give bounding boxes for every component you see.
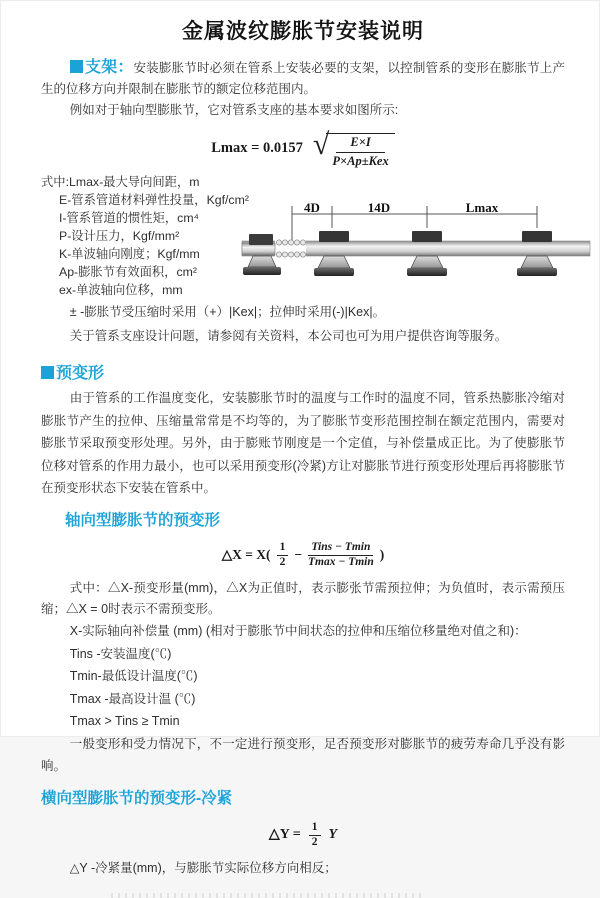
fraction-numerator: E×I xyxy=(336,135,384,153)
one-half-fraction: $\frac{1}{2}$ xyxy=(277,541,289,569)
axial-formula xyxy=(41,541,565,569)
axial-note: Tmax -最高设计温 (℃) xyxy=(69,691,196,706)
support-intro-paragraph xyxy=(41,57,565,100)
lmax-formula xyxy=(41,130,565,166)
formula-lhs: Lmax = 0.0157 xyxy=(211,139,303,156)
definition-item: I-管系管道的惯性矩，cm⁴ xyxy=(59,211,199,226)
section-bullet-icon xyxy=(70,60,83,73)
predeform-heading-label: 预变形 xyxy=(56,365,105,383)
lateral-section-heading: 横向型膨胀节的预变形-冷紧 xyxy=(41,789,233,807)
axial-note: X-实际轴向补偿量 (mm) (相对于膨胀节中间状态的拉伸和压缩位移量绝对值之和)： xyxy=(69,624,527,639)
page-title: 金属波纹膨胀节安装说明 xyxy=(182,20,424,43)
axial-note: Tmax > Tins ≥ Tmin xyxy=(69,714,180,729)
one-half-fraction: $\frac{1}{2}$ xyxy=(309,821,321,849)
cutoff-text-remnant xyxy=(111,893,421,898)
predeform-paragraph: 由于管系的工作温度变化，安装膨胀节时的温度与工作时的温度不同，管系热膨胀冷缩对膨胀节产生的拉伸、压缩量常常是不均等的，为了膨胀节变形范围控制在额定范围内，需要对膨胀节采取预变形处理。另外，由于膨账节刚度是一个定值，与补偿量成正比。为了使膨胀节位移对管系的作用力最小，也可以采用预变形(冷紧)方让对膨胀节进行预变形处理后再将膨胀节在预变形状态下安装在管系中。 xyxy=(41,391,565,496)
minus-sign: − xyxy=(294,546,303,562)
lateral-formula-prefix: △Y = xyxy=(268,827,301,843)
axial-note: Tins -安装温度(℃) xyxy=(69,646,172,661)
bellows xyxy=(275,240,306,257)
lateral-formula-suffix: Y xyxy=(328,826,338,842)
consult-note: 关于管系支座设计问题，请参阅有关资料，本公司也可为用户提供咨询等服务。 xyxy=(69,329,508,344)
definition-item: ex-单波轴向位移，mm xyxy=(59,283,183,298)
lateral-note: △Y -冷紧量(mm)，与膨胀节实际位移方向相反； xyxy=(69,861,337,876)
plus-minus-note: ± -膨胀节受压缩时采用（+）|Kex|；拉伸时采用(-)|Kex|。 xyxy=(69,305,386,320)
section-bullet-icon xyxy=(41,366,54,379)
definition-item: K-单波轴向刚度；Kgf/mm xyxy=(59,247,200,262)
temperature-fraction: $\frac{\text{Tins − Tmin}}{Tmax - Tmin}$ xyxy=(308,540,374,568)
dim-label-lmax: Lmax xyxy=(465,200,499,216)
axial-note: Tmin-最低设计温度(℃) xyxy=(69,669,198,684)
dim-label-14d: 14D xyxy=(367,200,391,216)
axial-note: 一般变形和受力情况下，不一定进行预变形，足否预变形对膨胀节的疲劳寿命几乎没有影响。 xyxy=(41,736,565,774)
definition-item: E-管系管道材料弹性投量，Kgf/cm² xyxy=(59,193,249,208)
dim-label-4d: 4D xyxy=(304,200,320,216)
support-example-line: 例如对于轴向型膨胀节，它对管系支座的基本要求如图所示: xyxy=(69,103,399,117)
definition-item: 式中:Lmax-最大导向间距，m xyxy=(41,175,200,190)
lateral-formula xyxy=(41,821,565,849)
fraction-denominator: P×Ap±Kex xyxy=(332,153,389,168)
section-predeform-heading xyxy=(41,360,565,383)
axial-formula-prefix: △X = X( xyxy=(221,546,271,562)
axial-note: 式中：△X-预变形量(mm)，△X为正值时，表示膨张节需预拉伸；为负值时，表示需预压缩；△X = 0时表示不需预变形。 xyxy=(41,581,565,617)
axial-section-heading: 轴向型膨胀节的预变形 xyxy=(65,511,221,529)
definition-item: Ap-膨胀节有效面积，cm² xyxy=(59,265,197,280)
support-heading-label: 支架： xyxy=(84,59,134,76)
section-support-heading xyxy=(70,61,134,75)
anchor-support xyxy=(242,234,281,275)
axial-formula-suffix: ) xyxy=(379,546,385,562)
formula-fraction xyxy=(326,133,394,169)
support-intro-text: 安装膨胀节时必须在管系上安装必要的支架，以控制管系的变形在膨胀节上产生的位移方向并限制在膨胀节的额定位移范围内。 xyxy=(41,61,565,96)
pipe-support-diagram xyxy=(242,201,594,299)
definition-item: P-设计压力，Kgf/mm² xyxy=(59,229,180,244)
radical-sign-icon: √ xyxy=(312,128,330,162)
definitions-and-diagram xyxy=(41,173,565,299)
axial-notes xyxy=(41,578,565,778)
